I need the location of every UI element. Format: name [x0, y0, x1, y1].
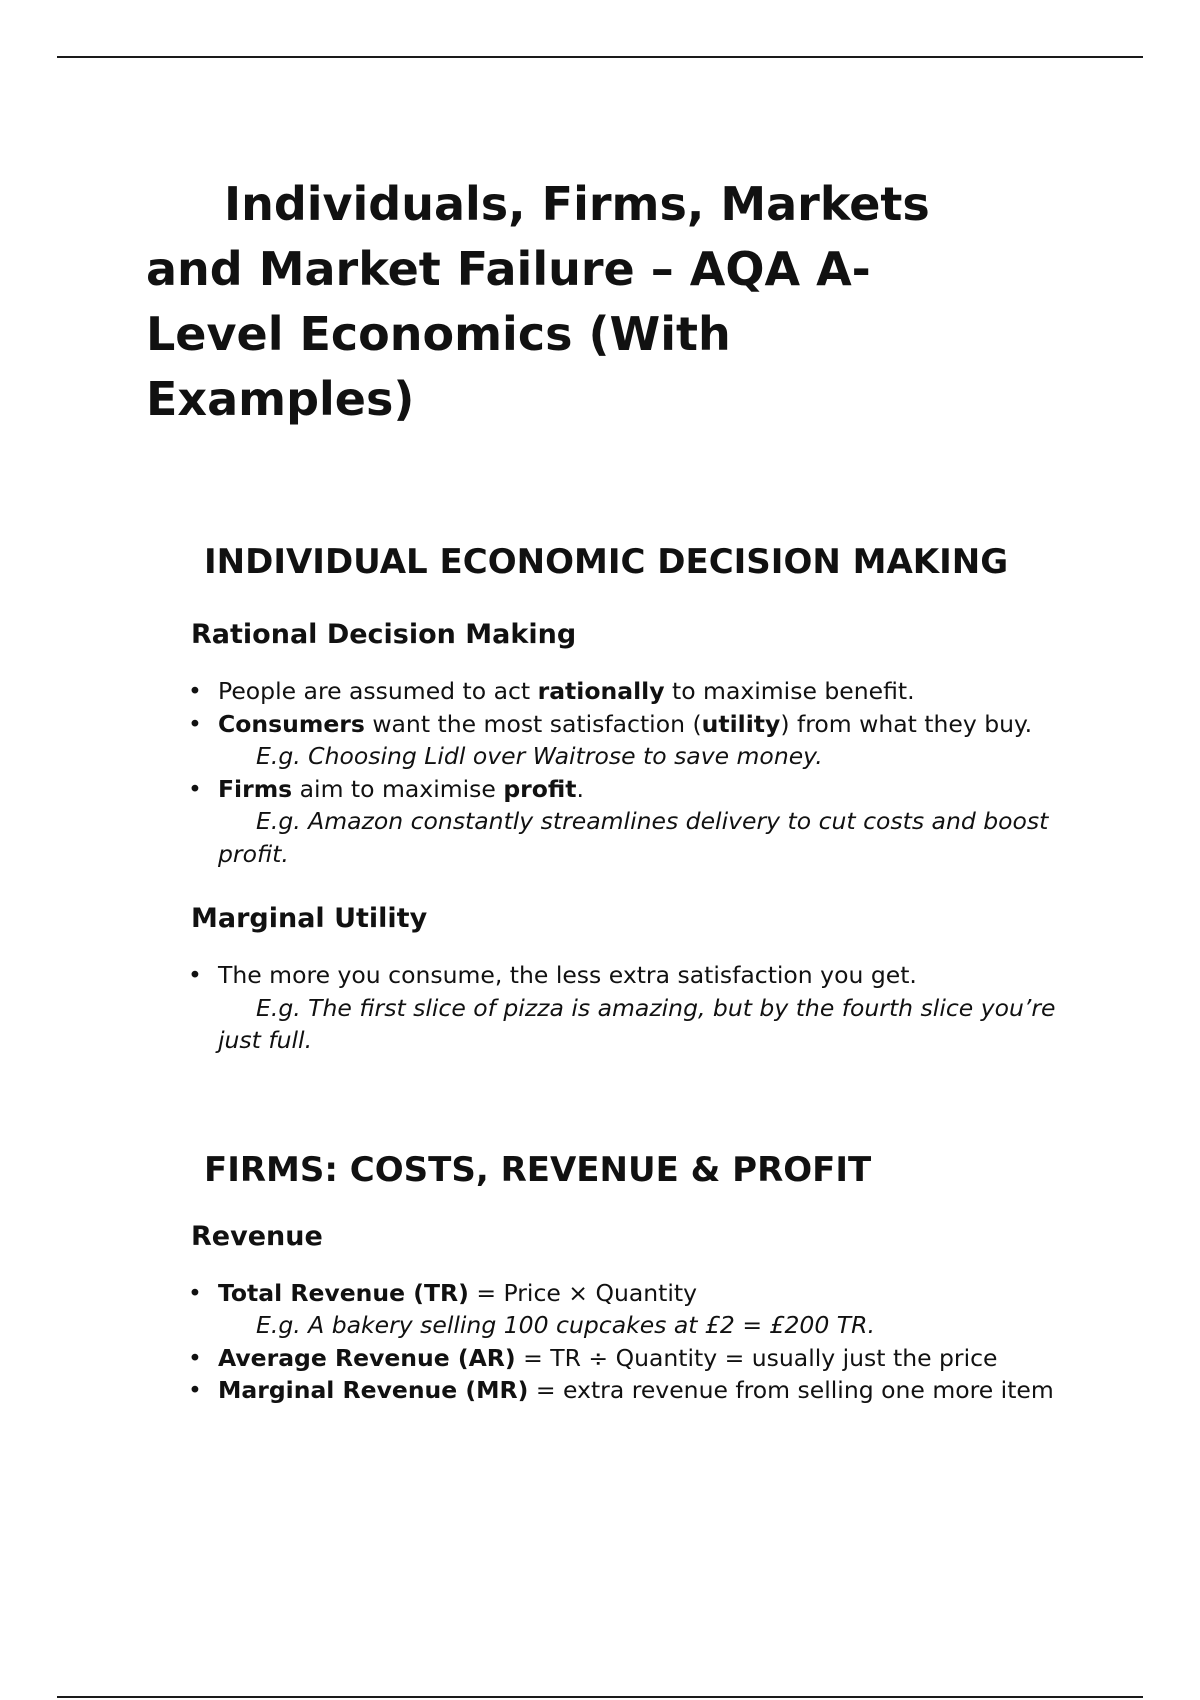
- bullet-icon: •: [188, 709, 202, 738]
- bullet-icon: •: [188, 961, 202, 989]
- section-heading: INDIVIDUAL ECONOMIC DECISION MAKING: [204, 542, 1009, 582]
- example-text: E.g. The first slice of pizza is amazing, but by the fourth slice you’re just full.: [218, 993, 1056, 1054]
- bullet-icon: •: [188, 1278, 202, 1307]
- bullet-icon: •: [188, 1343, 202, 1372]
- list-item: • Consumers want the most satisfaction (utility) from what they buy. E.g. Choosing Lidl over Waitrose to save money.: [218, 708, 1058, 773]
- list-item: • People are assumed to act rationally to maximise benefit.: [218, 675, 1058, 708]
- bullet-icon: •: [188, 677, 202, 705]
- list-item: • The more you consume, the less extra satisfaction you get. E.g. The first slice of pizza is amazing, but by the fourth slice you’re just full.: [218, 959, 1058, 1057]
- bottom-rule: [57, 1696, 1143, 1698]
- subsection-heading: Revenue: [191, 1220, 323, 1252]
- subsection-heading: Rational Decision Making: [191, 619, 577, 650]
- subsection-heading: Marginal Utility: [191, 903, 428, 934]
- list-item: • Firms aim to maximise profit. E.g. Amazon constantly streamlines delivery to cut costs and boost profit.: [218, 773, 1058, 871]
- bullet-list: [146, 1277, 1058, 1407]
- document-body: [146, 172, 1056, 1407]
- example-text: E.g. Choosing Lidl over Waitrose to save money.: [256, 742, 823, 770]
- bullet-list: [146, 675, 1058, 870]
- top-rule: [57, 56, 1143, 58]
- example-text: E.g. Amazon constantly streamlines delivery to cut costs and boost profit.: [218, 807, 1049, 868]
- bullet-icon: •: [188, 774, 202, 803]
- list-item: • Marginal Revenue (MR) = extra revenue from selling one more item: [218, 1374, 1058, 1407]
- list-item: • Average Revenue (AR) = TR ÷ Quantity = usually just the price: [218, 1342, 1058, 1375]
- example-text: E.g. A bakery selling 100 cupcakes at £2 = £200 TR.: [256, 1311, 875, 1339]
- bullet-icon: •: [188, 1376, 202, 1404]
- list-item: • Total Revenue (TR) = Price × Quantity E.g. A bakery selling 100 cupcakes at £2 = £200 TR.: [218, 1277, 1058, 1342]
- document-title: Individuals, Firms, Markets and Market Failure – AQA A-Level Economics (With Examples): [146, 177, 930, 426]
- section-heading: FIRMS: COSTS, REVENUE & PROFIT: [204, 1149, 872, 1190]
- bullet-list: [146, 959, 1058, 1057]
